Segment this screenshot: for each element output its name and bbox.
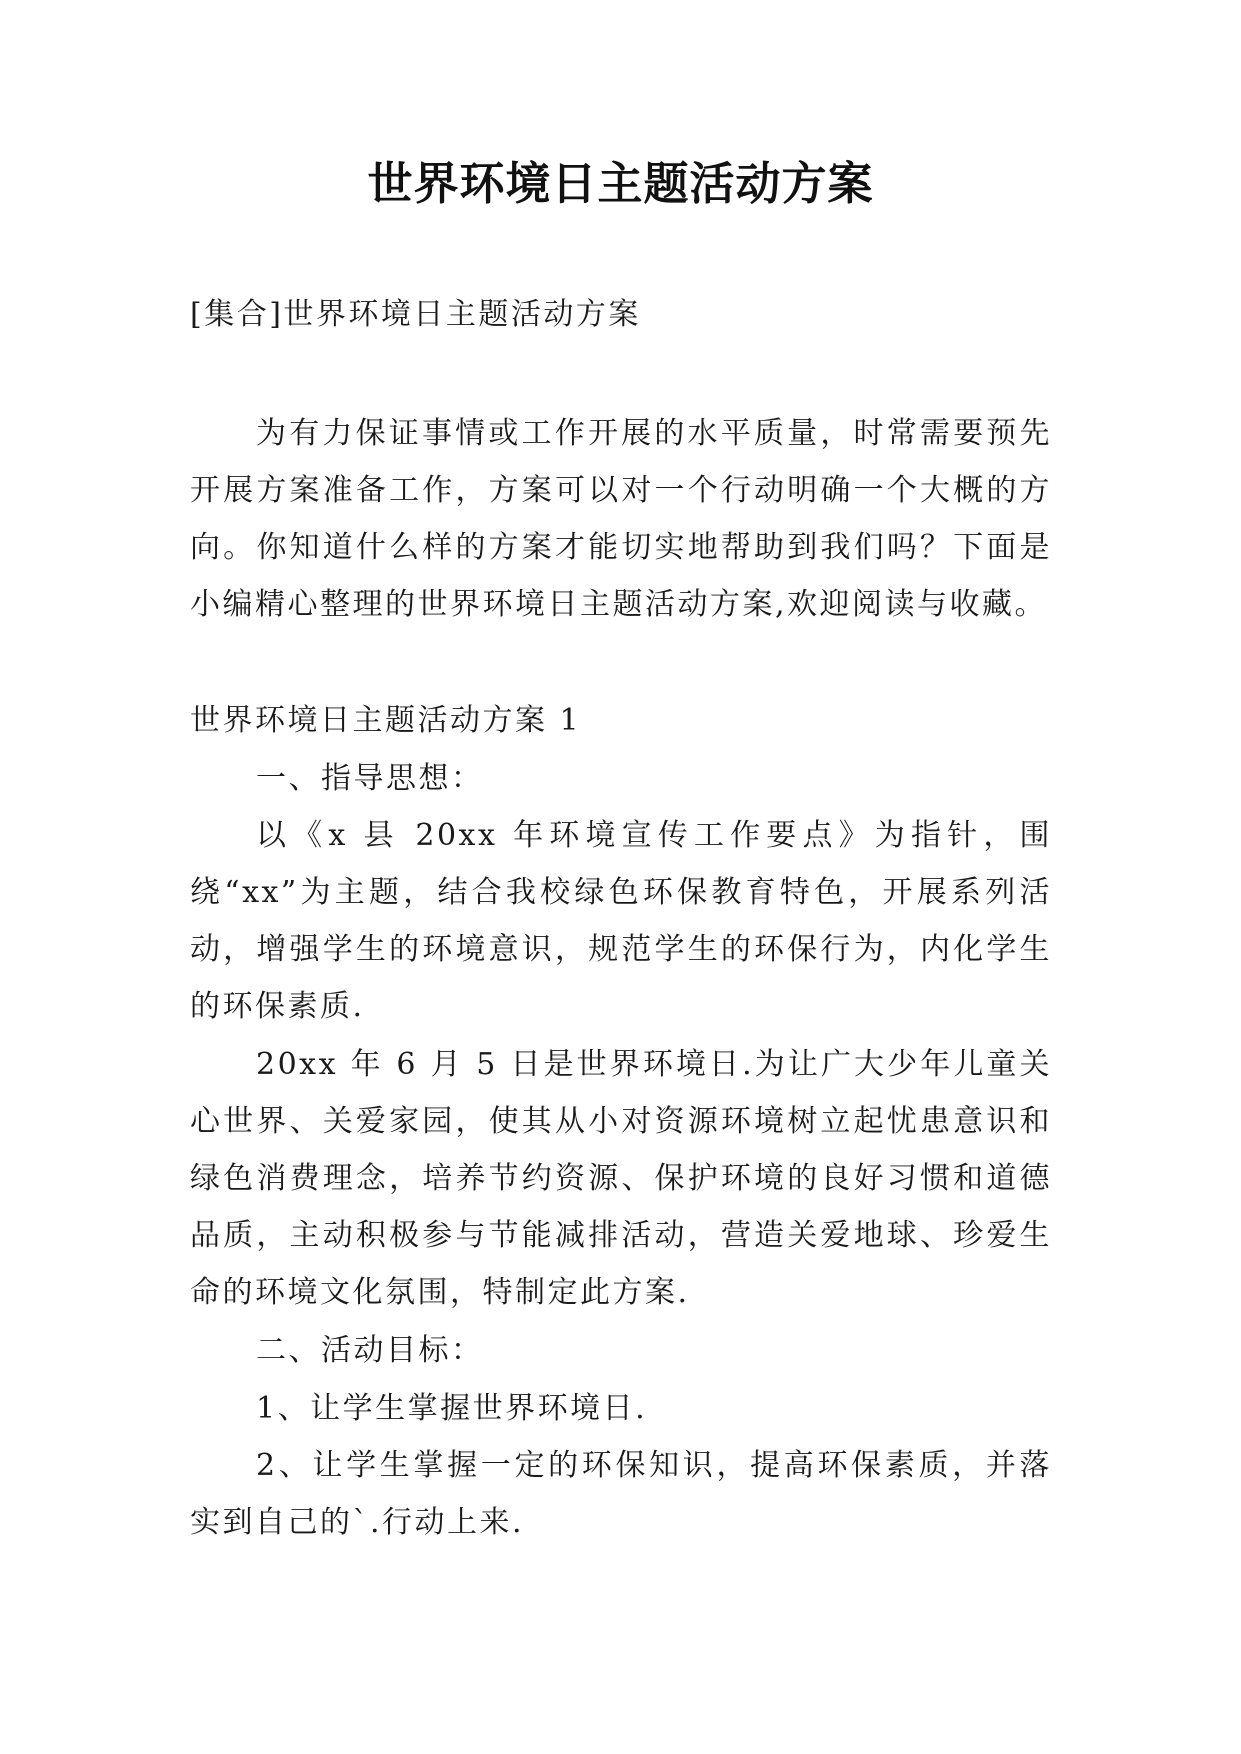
environment-day-paragraph: 20xx 年 6 月 5 日是世界环境日.为让广大少年儿童关心世界、关爱家园，使其从小对资源环境树立起忧患意识和绿色消费理念，培养节约资源、保护环境的良好习惯和道德品质，主动积极参与节能减排活动，营造关爱地球、珍爱生命的环境文化氛围，特制定此方案.	[190, 1047, 1052, 1310]
guiding-ideology-paragraph: 以《x 县 20xx 年环境宣传工作要点》为指针，围绕“xx”为主题，结合我校绿色环保教育特色，开展系列活动，增强学生的环境意识，规范学生的环保行为，内化学生的环保素质.	[190, 818, 1052, 1024]
goal-2-item: 2、让学生掌握一定的环保知识，提高环保素质，并落实到自己的`.行动上来.	[190, 1448, 1052, 1540]
intro-paragraph: 为有力保证事情或工作开展的水平质量，时常需要预先开展方案准备工作，方案可以对一个行动明确一个大概的方向。你知道什么样的方案才能切实地帮助到我们吗？下面是小编精心整理的世界环境日主题活动方案,欢迎阅读与收藏。	[190, 416, 1052, 622]
collection-heading: [集合]世界环境日主题活动方案	[190, 297, 641, 332]
section-1-heading: 一、指导思想：	[256, 761, 484, 796]
goal-1-item: 1、让学生掌握世界环境日.	[256, 1391, 648, 1426]
section-2-heading: 二、活动目标：	[256, 1333, 484, 1368]
document-title: 世界环境日主题活动方案	[367, 157, 874, 210]
plan-1-heading: 世界环境日主题活动方案 1	[190, 703, 582, 738]
